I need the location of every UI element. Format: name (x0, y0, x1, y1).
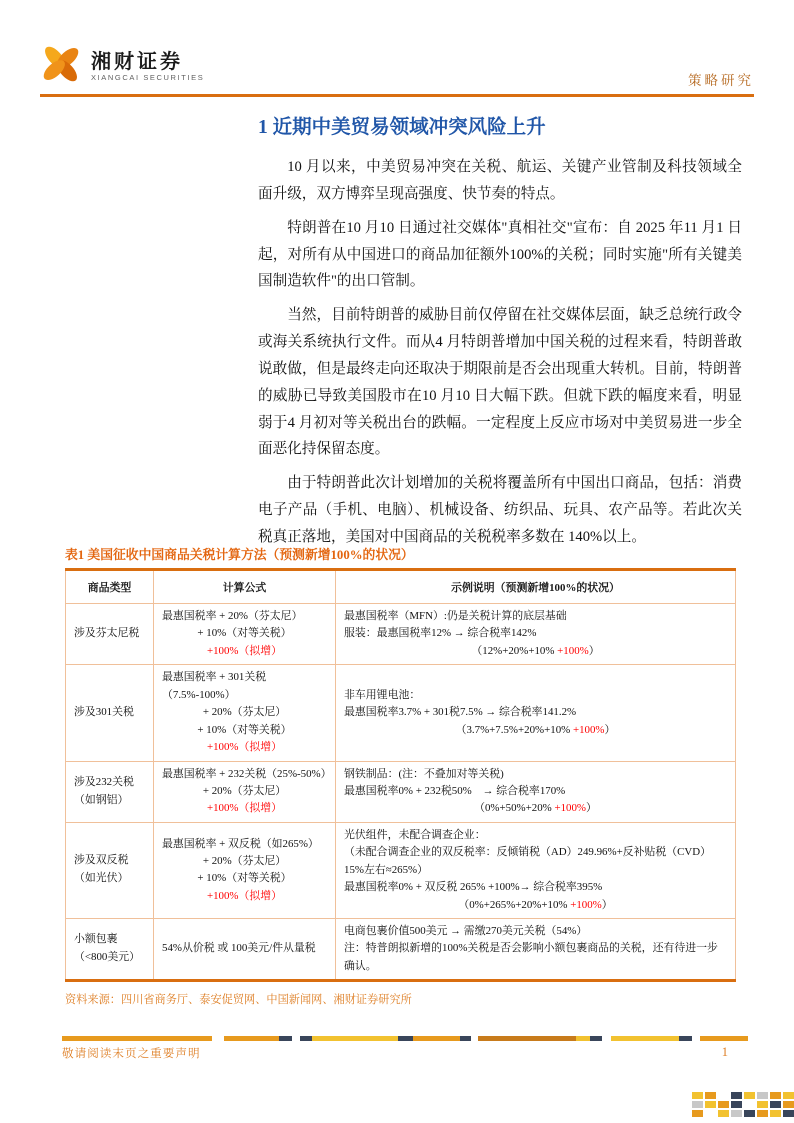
mosaic-cell (692, 1092, 703, 1099)
tariff-table (65, 568, 736, 982)
col-header-example: 示例说明（预测新增100%的状况） (336, 570, 736, 604)
corner-decoration (692, 1092, 794, 1117)
body-paragraphs (258, 154, 742, 551)
formula-cell: 最惠国税率 + 20%（芬太尼） + 10%（对等关税） +100%（拟增） (154, 604, 336, 665)
mosaic-cell (770, 1092, 781, 1099)
strip-segment (422, 1036, 460, 1041)
main-content (258, 111, 742, 558)
mosaic-cell (731, 1110, 742, 1117)
strip-segment (413, 1036, 422, 1041)
col-header-product-type: 商品类型 (66, 570, 154, 604)
example-cell: 电商包裹价值500美元 → 需缴270美元关税（54%） 注：特普朗拟新增的100%关税是否会影响小额包裹商品的关税，还有待进一步确认。 (336, 919, 736, 981)
mosaic-cell (757, 1101, 768, 1108)
page-header (40, 38, 754, 92)
strip-segment (718, 1036, 748, 1041)
table-row (66, 761, 736, 822)
strip-segment (398, 1036, 413, 1041)
formula-cell: 54%从价税 或 100美元/件从量税 (154, 919, 336, 981)
strip-segment (346, 1036, 398, 1041)
disclaimer-text: 敬请阅读末页之重要声明 (62, 1047, 201, 1060)
mosaic-cell (783, 1110, 794, 1117)
product-type-cell: 小额包裹 （<800美元） (66, 919, 154, 981)
example-cell: 钢铁制品：(注：不叠加对等关税) 最惠国税率0% + 232税50% → 综合税率170% （0%+50%+20% +100%） (336, 761, 736, 822)
mosaic-cell (705, 1101, 716, 1108)
example-cell: 光伏组件，未配合调查企业： （未配合调查企业的双反税率：反倾销税（AD）249.96%+反补贴税（CVD）15%左右≈265%） 最惠国税率0% + 双反税 265% +100%→ 综合税率395% （0%+265%+20%+10% +100%） (336, 822, 736, 918)
product-type-cell: 涉及双反税 （如光伏） (66, 822, 154, 918)
strip-segment (471, 1036, 478, 1041)
strip-segment (224, 1036, 279, 1041)
mosaic-cell (731, 1092, 742, 1099)
paragraph: 当然，目前特朗普的威胁目前仅停留在社交媒体层面，缺乏总统行政令或海关系统执行文件。而从4 月特朗普增加中国关税的过程来看，特朗普敢说敢做，但是最终走向还取决于期限前是否会出现重大转机。目前，特朗普的威胁已导致美国股市在10 月10 日大幅下跌。但就下跌的幅度来看，明显弱于4 月初对等关税出台的跌幅。一定程度上反应市场对中美贸易进一步全面恶化持保留态度。 (258, 307, 742, 458)
formula-cell: 最惠国税率 + 301关税（7.5%-100%） + 20%（芬太尼） + 10%（对等关税） +100%（拟增） (154, 665, 336, 761)
mosaic-cell (718, 1110, 729, 1117)
paragraph: 由于特朗普此次计划增加的关税将覆盖所有中国出口商品，包括：消费电子产品（手机、电脑）、机械设备、纺织品、玩具、农产品等。若此次关税真正落地，美国对中国商品的关税税率多数在 140%以上。 (258, 475, 742, 545)
strip-segment (62, 1036, 212, 1041)
strip-segment (700, 1036, 718, 1041)
strip-segment (679, 1036, 692, 1041)
table-caption: 表1 美国征收中国商品关税计算方法（预测新增100%的状况） (65, 548, 414, 562)
product-type-cell: 涉及芬太尼税 (66, 604, 154, 665)
mosaic-cell (718, 1092, 729, 1099)
header-divider (40, 94, 754, 97)
product-type-cell: 涉及232关税 （如钢铝） (66, 761, 154, 822)
mosaic-cell (744, 1110, 755, 1117)
table-row (66, 919, 736, 981)
strip-segment (312, 1036, 346, 1041)
table-section (65, 544, 736, 1007)
mosaic-cell (718, 1101, 729, 1108)
logo-name-en: XIANGCAI SECURITIES (91, 73, 205, 82)
company-logo (40, 41, 204, 92)
strip-segment (212, 1036, 224, 1041)
mosaic-cell (770, 1101, 781, 1108)
strip-segment (510, 1036, 576, 1041)
mosaic-cell (731, 1101, 742, 1108)
table-header-row (66, 570, 736, 604)
strip-segment (692, 1036, 700, 1041)
paragraph: 特朗普在10 月10 日通过社交媒体"真相社交"宣布：自 2025 年11 月1 日起，对所有从中国进口的商品加征额外100%的关税；同时实施"所有关键美国制造软件"的出口管制。 (258, 219, 742, 290)
logo-name-cn: 湘财证券 (91, 51, 183, 73)
mosaic-cell (757, 1110, 768, 1117)
page-number: 1 (721, 1045, 728, 1059)
mosaic-cell (692, 1110, 703, 1117)
source-note: 资料来源：四川省商务厅、泰安促贸网、中国新闻网、湘财证券研究所 (65, 994, 412, 1007)
strip-segment (300, 1036, 312, 1041)
strip-segment (576, 1036, 590, 1041)
example-cell: 最惠国税率（MFN）:仍是关税计算的底层基础 服装：最惠国税率12% → 综合税率142% （12%+20%+10% +100%） (336, 604, 736, 665)
formula-cell: 最惠国税率 + 双反税（如265%） + 20%（芬太尼） + 10%（对等关税） +100%（拟增） (154, 822, 336, 918)
strip-segment (279, 1036, 292, 1041)
xiangcai-flower-icon (40, 41, 82, 92)
col-header-formula: 计算公式 (154, 570, 336, 604)
strip-segment (590, 1036, 602, 1041)
strip-segment (478, 1036, 510, 1041)
table-row (66, 665, 736, 761)
example-cell: 非车用锂电池： 最惠国税率3.7% + 301税7.5% → 综合税率141.2% （3.7%+7.5%+20%+10% +100%） (336, 665, 736, 761)
strip-segment (460, 1036, 471, 1041)
table-row (66, 822, 736, 918)
mosaic-cell (770, 1110, 781, 1117)
strip-segment (637, 1036, 679, 1041)
mosaic-cell (757, 1092, 768, 1099)
product-type-cell: 涉及301关税 (66, 665, 154, 761)
mosaic-cell (783, 1092, 794, 1099)
footer-decorative-strip (62, 1036, 740, 1041)
strip-segment (292, 1036, 300, 1041)
mosaic-cell (744, 1101, 755, 1108)
strip-segment (611, 1036, 637, 1041)
mosaic-cell (705, 1092, 716, 1099)
mosaic-cell (705, 1110, 716, 1117)
strip-segment (602, 1036, 611, 1041)
paragraph: 10 月以来，中美贸易冲突在关税、航运、关键产业管制及科技领域全面升级，双方博弈呈现高强度、快节奏的特点。 (258, 159, 742, 202)
formula-cell: 最惠国税率 + 232关税（25%-50%） + 20%（芬太尼） +100%（拟增） (154, 761, 336, 822)
mosaic-cell (744, 1092, 755, 1099)
mosaic-cell (692, 1101, 703, 1108)
mosaic-cell (783, 1101, 794, 1108)
section-title: 1 近期中美贸易领域冲突风险上升 (258, 117, 546, 138)
table-row (66, 604, 736, 665)
report-type-label: 策略研究 (688, 73, 754, 88)
